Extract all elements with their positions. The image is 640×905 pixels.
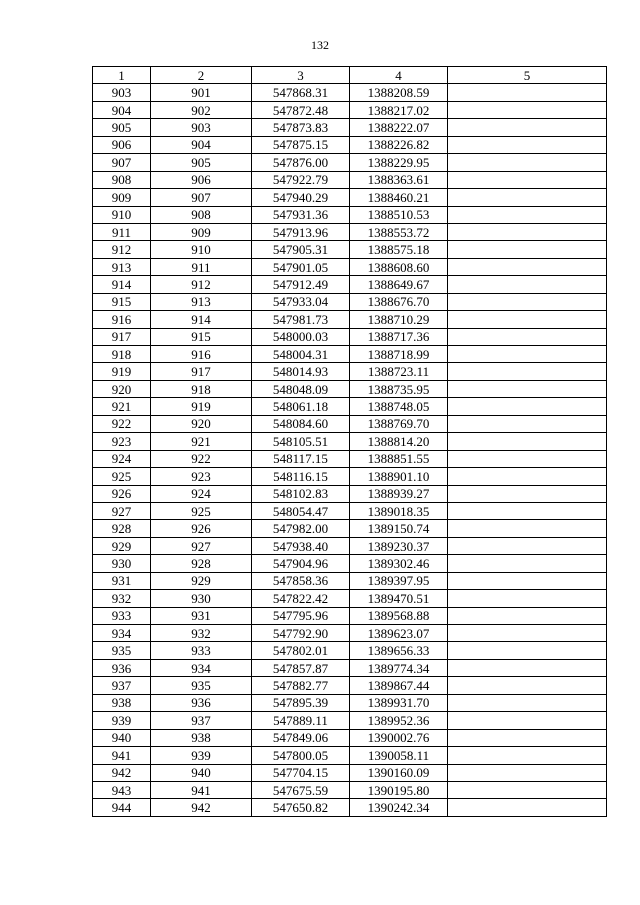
table-cell: 1388363.61 xyxy=(350,171,448,188)
table-cell: 1389623.07 xyxy=(350,625,448,642)
table-cell: 936 xyxy=(93,659,151,676)
table-cell: 938 xyxy=(151,729,252,746)
table-row xyxy=(93,520,607,537)
table-cell: 910 xyxy=(151,241,252,258)
table-row xyxy=(93,398,607,415)
table-cell xyxy=(448,590,607,607)
table-cell: 922 xyxy=(93,415,151,432)
table-cell: 1388710.29 xyxy=(350,311,448,328)
table-cell: 931 xyxy=(93,572,151,589)
table-cell: 936 xyxy=(151,694,252,711)
table-cell xyxy=(448,747,607,764)
table-cell: 547858.36 xyxy=(252,572,350,589)
table-cell: 937 xyxy=(151,712,252,729)
table-cell xyxy=(448,206,607,223)
table-cell: 548116.15 xyxy=(252,468,350,485)
table-cell: 909 xyxy=(93,189,151,206)
table-row xyxy=(93,258,607,275)
table-cell: 547704.15 xyxy=(252,764,350,781)
table-cell: 929 xyxy=(151,572,252,589)
table-cell: 1390160.09 xyxy=(350,764,448,781)
table-cell xyxy=(448,258,607,275)
table-cell: 1390195.80 xyxy=(350,781,448,798)
table-cell: 1388575.18 xyxy=(350,241,448,258)
table-cell: 919 xyxy=(151,398,252,415)
table-cell: 928 xyxy=(93,520,151,537)
table-cell: 548000.03 xyxy=(252,328,350,345)
table-cell: 944 xyxy=(93,799,151,816)
table-cell xyxy=(448,659,607,676)
table-row xyxy=(93,677,607,694)
table-cell: 547849.06 xyxy=(252,729,350,746)
table-cell: 941 xyxy=(151,781,252,798)
table-row xyxy=(93,415,607,432)
table-row xyxy=(93,84,607,101)
table-cell xyxy=(448,625,607,642)
table-cell: 1388901.10 xyxy=(350,468,448,485)
table-cell: 1389230.37 xyxy=(350,537,448,554)
table-cell: 1389397.95 xyxy=(350,572,448,589)
page-number: 132 xyxy=(311,38,329,52)
table-cell: 547800.05 xyxy=(252,747,350,764)
table-cell xyxy=(448,398,607,415)
table-cell: 915 xyxy=(93,293,151,310)
table-row xyxy=(93,729,607,746)
table-cell xyxy=(448,677,607,694)
table-cell: 935 xyxy=(93,642,151,659)
table-cell: 908 xyxy=(93,171,151,188)
table-cell xyxy=(448,433,607,450)
table-cell xyxy=(448,502,607,519)
table-cell: 1388748.05 xyxy=(350,398,448,415)
table-cell xyxy=(448,712,607,729)
table-cell: 916 xyxy=(151,346,252,363)
table-cell: 547933.04 xyxy=(252,293,350,310)
table-cell: 1388649.67 xyxy=(350,276,448,293)
table-cell: 918 xyxy=(93,346,151,363)
table-cell: 911 xyxy=(93,223,151,240)
table-cell: 910 xyxy=(93,206,151,223)
table-cell: 913 xyxy=(93,258,151,275)
table-cell xyxy=(448,799,607,816)
table-cell: 913 xyxy=(151,293,252,310)
table-cell: 915 xyxy=(151,328,252,345)
table-cell xyxy=(448,694,607,711)
table-cell: 547872.48 xyxy=(252,101,350,118)
table-row xyxy=(93,555,607,572)
table-cell: 1389656.33 xyxy=(350,642,448,659)
table-cell: 548105.51 xyxy=(252,433,350,450)
table-row xyxy=(93,293,607,310)
table-row xyxy=(93,189,607,206)
table-cell: 547931.36 xyxy=(252,206,350,223)
table-cell: 548048.09 xyxy=(252,380,350,397)
table-cell: 943 xyxy=(93,781,151,798)
table-cell: 1388718.99 xyxy=(350,346,448,363)
table-cell xyxy=(448,328,607,345)
table-cell: 939 xyxy=(93,712,151,729)
table-cell: 917 xyxy=(151,363,252,380)
table-row xyxy=(93,241,607,258)
table-cell: 1390002.76 xyxy=(350,729,448,746)
table-row xyxy=(93,433,607,450)
table-cell xyxy=(448,276,607,293)
table-cell: 907 xyxy=(93,154,151,171)
table-cell: 547901.05 xyxy=(252,258,350,275)
table-cell xyxy=(448,485,607,502)
table-cell: 1389568.88 xyxy=(350,607,448,624)
table-cell: 931 xyxy=(151,607,252,624)
table-cell: 1388217.02 xyxy=(350,101,448,118)
table-cell: 927 xyxy=(151,537,252,554)
table-cell xyxy=(448,415,607,432)
table-cell: 547792.90 xyxy=(252,625,350,642)
table-row xyxy=(93,311,607,328)
table-cell: 547650.82 xyxy=(252,799,350,816)
table-cell: 1389867.44 xyxy=(350,677,448,694)
column-header: 1 xyxy=(93,67,151,84)
table-row xyxy=(93,223,607,240)
table-cell xyxy=(448,311,607,328)
table-cell: 547876.00 xyxy=(252,154,350,171)
table-cell: 933 xyxy=(151,642,252,659)
table-cell: 548054.47 xyxy=(252,502,350,519)
table-cell: 547802.01 xyxy=(252,642,350,659)
table-cell xyxy=(448,84,607,101)
table-cell: 1388676.70 xyxy=(350,293,448,310)
table-cell: 939 xyxy=(151,747,252,764)
table-cell: 547912.49 xyxy=(252,276,350,293)
table-row xyxy=(93,171,607,188)
table-row xyxy=(93,764,607,781)
table-row xyxy=(93,781,607,798)
table-cell: 904 xyxy=(93,101,151,118)
table-cell xyxy=(448,555,607,572)
table-row xyxy=(93,363,607,380)
table-cell: 1388226.82 xyxy=(350,136,448,153)
table-cell: 547889.11 xyxy=(252,712,350,729)
table-cell: 926 xyxy=(93,485,151,502)
table-row xyxy=(93,485,607,502)
table-cell: 1389774.34 xyxy=(350,659,448,676)
table-cell: 1388814.20 xyxy=(350,433,448,450)
table-cell: 925 xyxy=(93,468,151,485)
table-cell: 934 xyxy=(151,659,252,676)
table-row xyxy=(93,206,607,223)
table-cell: 547940.29 xyxy=(252,189,350,206)
table-cell: 923 xyxy=(93,433,151,450)
table-cell: 1388939.27 xyxy=(350,485,448,502)
table-cell: 911 xyxy=(151,258,252,275)
table-cell: 547675.59 xyxy=(252,781,350,798)
table-cell xyxy=(448,223,607,240)
column-header: 3 xyxy=(252,67,350,84)
table-cell: 942 xyxy=(93,764,151,781)
table-cell: 907 xyxy=(151,189,252,206)
table-cell: 548117.15 xyxy=(252,450,350,467)
table-row xyxy=(93,154,607,171)
table-row xyxy=(93,712,607,729)
table-cell: 1388229.95 xyxy=(350,154,448,171)
column-header: 4 xyxy=(350,67,448,84)
table-cell xyxy=(448,136,607,153)
table-cell: 928 xyxy=(151,555,252,572)
table-row xyxy=(93,328,607,345)
table-header-row xyxy=(93,67,607,84)
table-cell: 548061.18 xyxy=(252,398,350,415)
table-cell: 547938.40 xyxy=(252,537,350,554)
table-cell: 914 xyxy=(93,276,151,293)
table-cell: 547873.83 xyxy=(252,119,350,136)
table-cell: 547982.00 xyxy=(252,520,350,537)
table-cell: 930 xyxy=(93,555,151,572)
table-cell: 1390058.11 xyxy=(350,747,448,764)
table-cell: 547857.87 xyxy=(252,659,350,676)
table-cell xyxy=(448,537,607,554)
table-cell: 925 xyxy=(151,502,252,519)
table-cell: 548014.93 xyxy=(252,363,350,380)
table-cell: 920 xyxy=(93,380,151,397)
table-row xyxy=(93,276,607,293)
table-row xyxy=(93,450,607,467)
table-cell: 924 xyxy=(93,450,151,467)
table-cell: 547795.96 xyxy=(252,607,350,624)
table-row xyxy=(93,136,607,153)
table-cell xyxy=(448,346,607,363)
table-cell: 934 xyxy=(93,625,151,642)
coordinates-table xyxy=(92,66,607,817)
table-row xyxy=(93,607,607,624)
table-cell: 912 xyxy=(151,276,252,293)
table-cell: 924 xyxy=(151,485,252,502)
table-cell xyxy=(448,520,607,537)
table-cell: 1389150.74 xyxy=(350,520,448,537)
table-cell xyxy=(448,293,607,310)
table-cell: 908 xyxy=(151,206,252,223)
table-cell: 548004.31 xyxy=(252,346,350,363)
table-row xyxy=(93,537,607,554)
table-cell: 548084.60 xyxy=(252,415,350,432)
table-cell xyxy=(448,189,607,206)
table-cell: 932 xyxy=(151,625,252,642)
table-cell: 1389952.36 xyxy=(350,712,448,729)
table-cell xyxy=(448,171,607,188)
table-cell: 1389018.35 xyxy=(350,502,448,519)
table-cell: 930 xyxy=(151,590,252,607)
table-row xyxy=(93,380,607,397)
table-cell: 1389931.70 xyxy=(350,694,448,711)
table-row xyxy=(93,101,607,118)
table-cell: 1388608.60 xyxy=(350,258,448,275)
table-cell xyxy=(448,101,607,118)
table-cell: 547868.31 xyxy=(252,84,350,101)
table-cell xyxy=(448,241,607,258)
table-row xyxy=(93,642,607,659)
table-row xyxy=(93,502,607,519)
table-row xyxy=(93,590,607,607)
table-cell: 942 xyxy=(151,799,252,816)
table-cell: 547905.31 xyxy=(252,241,350,258)
table-cell xyxy=(448,642,607,659)
table-row xyxy=(93,747,607,764)
table-cell: 916 xyxy=(93,311,151,328)
table-cell: 547922.79 xyxy=(252,171,350,188)
table-cell: 547913.96 xyxy=(252,223,350,240)
table-cell: 901 xyxy=(151,84,252,101)
table-cell: 940 xyxy=(151,764,252,781)
table-cell: 909 xyxy=(151,223,252,240)
table-cell: 1388851.55 xyxy=(350,450,448,467)
table-cell: 1388460.21 xyxy=(350,189,448,206)
table-cell: 906 xyxy=(93,136,151,153)
table-cell: 547895.39 xyxy=(252,694,350,711)
column-header: 2 xyxy=(151,67,252,84)
table-cell: 1388717.36 xyxy=(350,328,448,345)
table-cell xyxy=(448,363,607,380)
table-cell: 940 xyxy=(93,729,151,746)
table-cell: 938 xyxy=(93,694,151,711)
table-cell: 1388510.53 xyxy=(350,206,448,223)
table-cell xyxy=(448,380,607,397)
table-row xyxy=(93,572,607,589)
table-cell: 1388553.72 xyxy=(350,223,448,240)
table-cell: 919 xyxy=(93,363,151,380)
table-cell: 1389470.51 xyxy=(350,590,448,607)
table-cell: 927 xyxy=(93,502,151,519)
table-cell: 906 xyxy=(151,171,252,188)
table-cell: 920 xyxy=(151,415,252,432)
table-cell: 922 xyxy=(151,450,252,467)
table-cell: 548102.83 xyxy=(252,485,350,502)
table-cell: 912 xyxy=(93,241,151,258)
table-cell: 547875.15 xyxy=(252,136,350,153)
table-cell: 933 xyxy=(93,607,151,624)
table-cell: 921 xyxy=(93,398,151,415)
table-cell: 941 xyxy=(93,747,151,764)
table-row xyxy=(93,625,607,642)
table-cell: 935 xyxy=(151,677,252,694)
table-cell: 1390242.34 xyxy=(350,799,448,816)
table-cell: 903 xyxy=(93,84,151,101)
table-cell xyxy=(448,764,607,781)
table-cell: 547904.96 xyxy=(252,555,350,572)
table-cell xyxy=(448,607,607,624)
table-cell: 1388723.11 xyxy=(350,363,448,380)
table-cell: 903 xyxy=(151,119,252,136)
table-cell: 937 xyxy=(93,677,151,694)
table-cell: 923 xyxy=(151,468,252,485)
table-row xyxy=(93,119,607,136)
table-cell: 926 xyxy=(151,520,252,537)
table-cell: 921 xyxy=(151,433,252,450)
table-cell: 902 xyxy=(151,101,252,118)
table-cell: 1388735.95 xyxy=(350,380,448,397)
table-body xyxy=(93,84,607,816)
table-cell xyxy=(448,572,607,589)
table-cell: 905 xyxy=(93,119,151,136)
table-cell: 547981.73 xyxy=(252,311,350,328)
table-cell xyxy=(448,119,607,136)
table-cell: 914 xyxy=(151,311,252,328)
table-cell xyxy=(448,468,607,485)
table-row xyxy=(93,346,607,363)
table-cell: 904 xyxy=(151,136,252,153)
table-row xyxy=(93,694,607,711)
table-cell: 932 xyxy=(93,590,151,607)
table-row xyxy=(93,799,607,816)
table-cell: 547822.42 xyxy=(252,590,350,607)
table-cell xyxy=(448,729,607,746)
table-cell: 917 xyxy=(93,328,151,345)
table-cell: 1389302.46 xyxy=(350,555,448,572)
column-header: 5 xyxy=(448,67,607,84)
table-cell: 547882.77 xyxy=(252,677,350,694)
table-cell xyxy=(448,781,607,798)
table-cell xyxy=(448,154,607,171)
table-cell: 1388208.59 xyxy=(350,84,448,101)
table-cell: 905 xyxy=(151,154,252,171)
table-cell: 1388769.70 xyxy=(350,415,448,432)
table-cell: 929 xyxy=(93,537,151,554)
table-cell: 1388222.07 xyxy=(350,119,448,136)
table-row xyxy=(93,659,607,676)
table-cell xyxy=(448,450,607,467)
table-row xyxy=(93,468,607,485)
table-cell: 918 xyxy=(151,380,252,397)
